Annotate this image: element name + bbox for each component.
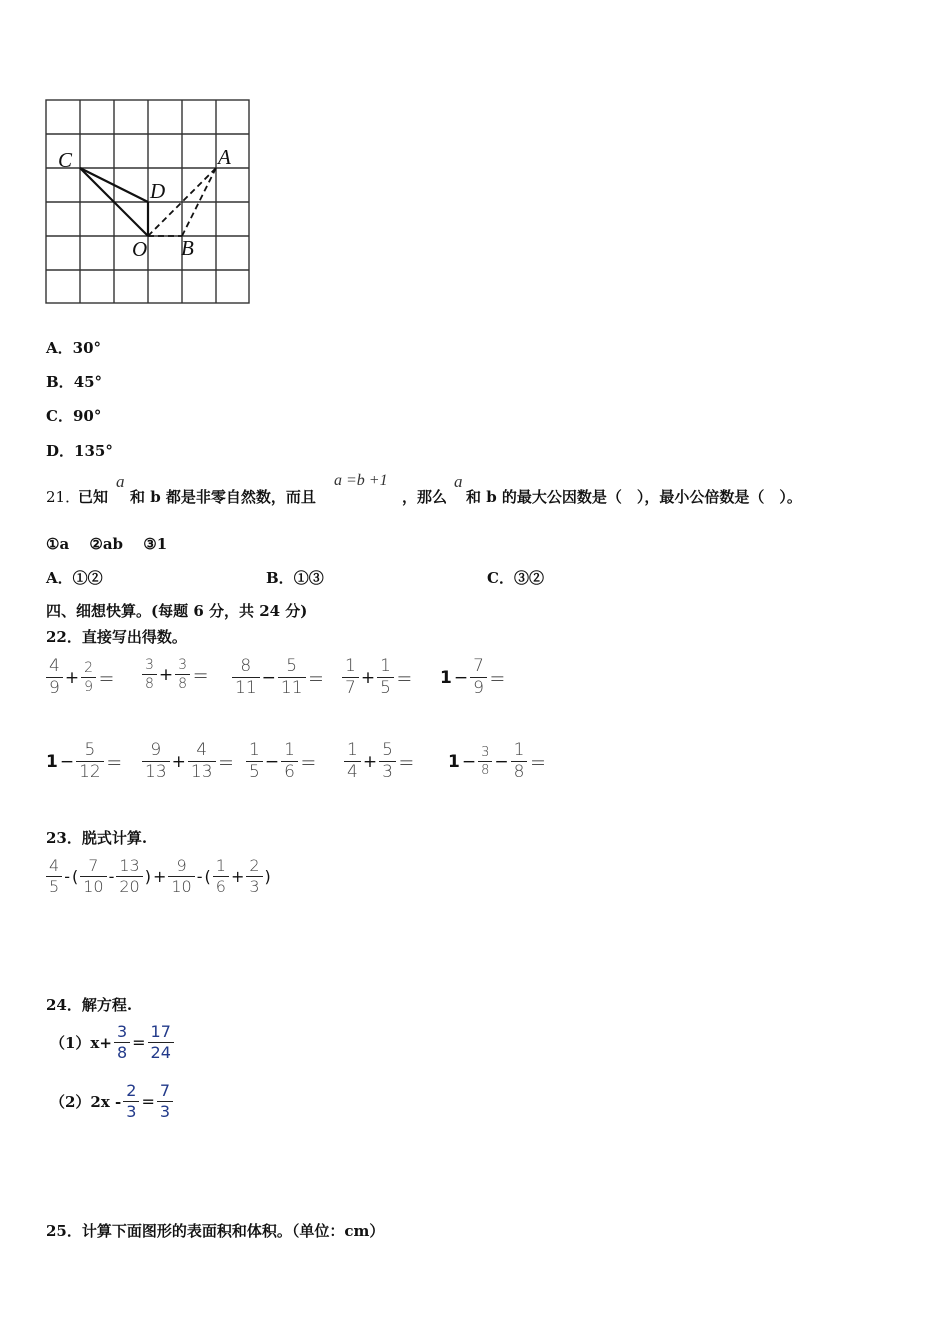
q24-equation-1: （1）x+ $\frac{3}{8}$ = $\frac{17}{24}$ [50, 1024, 174, 1061]
q22-r2-item1: 1 − $\frac{5}{12}$ ＝ [46, 740, 123, 782]
q20-option-a: A．30° [46, 339, 102, 357]
q22-r1-item5: 1 − $\frac{7}{9}$ ＝ [440, 656, 506, 698]
grid-figure [44, 98, 254, 306]
q22-r1-item2: $\frac{3}{8}$ + $\frac{3}{8}$ ＝ [142, 658, 209, 691]
label-c: C [58, 148, 73, 172]
grid-figure-svg [44, 98, 254, 306]
q21-option-a: A．①② [46, 569, 103, 587]
label-a: A [218, 145, 231, 169]
section-heading: 四、细想快算。(每题 6 分，共 24 分) [46, 602, 308, 620]
q22-r1-item3: $\frac{8}{11}$ − $\frac{5}{11}$ ＝ [232, 658, 325, 697]
q22-r2-item2: $\frac{9}{13}$ + $\frac{4}{13}$ ＝ [142, 742, 235, 781]
label-o: O [132, 237, 148, 261]
q22-r2-item4: $\frac{1}{4}$ + $\frac{5}{3}$ ＝ [344, 742, 415, 781]
q20-option-c: C．90° [46, 407, 102, 425]
q22-title: 22．直接写出得数。 [46, 628, 187, 646]
q20-option-d: D．135° [46, 442, 113, 460]
q21-question: 21． 已知 a 和 b 都是非零自然数，而且 a =b +1 ，那么 a 和 b 的最大公因数是（ ），最小公倍数是（ ）。 [46, 472, 802, 506]
q22-r2-item3: $\frac{1}{5}$ − $\frac{1}{6}$ ＝ [246, 742, 317, 781]
q21-option-c: C．③② [487, 569, 544, 587]
q23-title: 23．脱式计算. [46, 829, 148, 847]
q24-equation-2: （2）2x - $\frac{2}{3}$ = $\frac{7}{3}$ [50, 1083, 173, 1120]
q25-title: 25．计算下面图形的表面积和体积。（单位：cm） [46, 1222, 385, 1240]
q22-r2-item5: 1 − $\frac{3}{8}$ − $\frac{1}{8}$ ＝ [448, 740, 547, 782]
label-d: D [150, 179, 166, 203]
q21-choices: ①a ②ab ③1 [46, 535, 168, 553]
q23-expression: $\frac{4}{5}$ - ( $\frac{7}{10}$ - $\frac{13}{20}$ ) + $\frac{9}{10}$ - ( $\frac{1}{6}$ + $\frac{2}{3}$ ) [46, 858, 271, 895]
q22-r1-item4: $\frac{1}{7}$ + $\frac{1}{5}$ ＝ [342, 658, 413, 697]
q24-title: 24．解方程. [46, 996, 133, 1014]
q21-option-b: B．①③ [266, 569, 324, 587]
label-b: B [181, 236, 194, 260]
q22-r1-item1: $\frac{4}{9}$ + $\frac{2}{9}$ ＝ [46, 658, 115, 697]
q20-option-b: B．45° [46, 373, 103, 391]
